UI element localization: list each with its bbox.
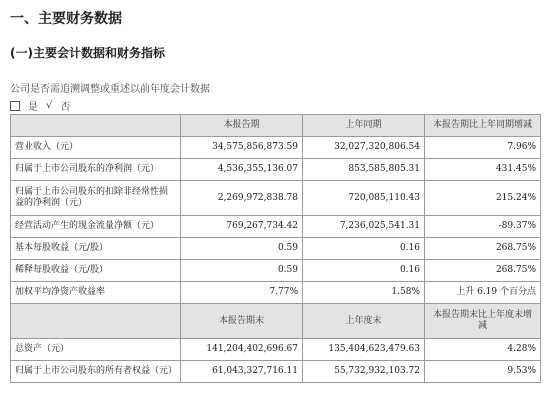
- header-blank: [11, 115, 181, 137]
- table2-header-row: [11, 304, 541, 339]
- row-label: 归属于上市公司股东的所有者权益（元）: [11, 361, 181, 383]
- table1-header-row: [11, 115, 541, 137]
- restatement-question: 公司是否需追溯调整或重述以前年度会计数据: [10, 84, 210, 95]
- header-change: 本报告期比上年同期增减: [425, 115, 541, 137]
- table-row: [11, 181, 541, 216]
- cell-prior: 853,585,805.31: [303, 159, 425, 181]
- cell-change: 268.75%: [425, 260, 541, 282]
- header-prior-period: 上年同期: [303, 115, 425, 137]
- header-blank: [11, 304, 181, 339]
- cell-change: 268.75%: [425, 238, 541, 260]
- cell-current: 141,204,402,696.67: [181, 339, 303, 361]
- cell-change: 上升 6.19 个百分点: [425, 282, 541, 304]
- cell-current: 2,269,972,838.78: [181, 181, 303, 216]
- table-row: [11, 282, 541, 304]
- sub-title: (一)主要会计数据和财务指标: [10, 46, 165, 60]
- cell-current: 0.59: [181, 238, 303, 260]
- yes-checkbox-icon: [10, 101, 20, 111]
- cell-current: 7.77%: [181, 282, 303, 304]
- row-label: 基本每股收益（元/股）: [11, 238, 181, 260]
- no-label: 否: [60, 102, 71, 113]
- cell-prior: 0.16: [303, 238, 425, 260]
- table-row: [11, 260, 541, 282]
- row-label: 归属于上市公司股东的净利润（元）: [11, 159, 181, 181]
- cell-prior: 55,732,932,103.72: [303, 361, 425, 383]
- cell-change: 9.53%: [425, 361, 541, 383]
- row-label: 经营活动产生的现金流量净额（元）: [11, 216, 181, 238]
- cell-current: 0.59: [181, 260, 303, 282]
- row-label: 总资产（元）: [11, 339, 181, 361]
- cell-change: 7.96%: [425, 137, 541, 159]
- table-row: [11, 216, 541, 238]
- cell-prior: 32,027,320,806.54: [303, 137, 425, 159]
- header-period-end: 本报告期末: [181, 304, 303, 339]
- table-row: [11, 339, 541, 361]
- cell-change: -89.37%: [425, 216, 541, 238]
- yes-label: 是: [28, 102, 38, 113]
- cell-prior: 720,085,110.43: [303, 181, 425, 216]
- cell-current: 34,575,856,873.59: [181, 137, 303, 159]
- row-label: 稀释每股收益（元/股）: [11, 260, 181, 282]
- cell-current: 769,267,734.42: [181, 216, 303, 238]
- cell-change: 215.24%: [425, 181, 541, 216]
- cell-prior: 135,404,623,479.63: [303, 339, 425, 361]
- financial-data-table: [10, 114, 541, 383]
- table-row: [11, 159, 541, 181]
- header-prior-year-end: 上年度末: [303, 304, 425, 339]
- cell-current: 61,043,327,716.11: [181, 361, 303, 383]
- table-row: [11, 137, 541, 159]
- cell-current: 4,536,355,136.07: [181, 159, 303, 181]
- cell-prior: 0.16: [303, 260, 425, 282]
- row-label: 营业收入（元）: [11, 137, 181, 159]
- table-row: [11, 238, 541, 260]
- row-label: 归属于上市公司股东的扣除非经常性损益的净利润（元）: [11, 181, 181, 216]
- cell-prior: 7,236,025,541.31: [303, 216, 425, 238]
- section-title: 一、主要财务数据: [10, 11, 122, 27]
- cell-prior: 1.58%: [303, 282, 425, 304]
- header-change: 本报告期末比上年度末增减: [425, 304, 541, 339]
- header-current-period: 本报告期: [181, 115, 303, 137]
- cell-change: 4.28%: [425, 339, 541, 361]
- restatement-answer: [10, 98, 70, 113]
- table-row: [11, 361, 541, 383]
- cell-change: 431.45%: [425, 159, 541, 181]
- row-label: 加权平均净资产收益率: [11, 282, 181, 304]
- checkmark-icon: √: [46, 100, 53, 111]
